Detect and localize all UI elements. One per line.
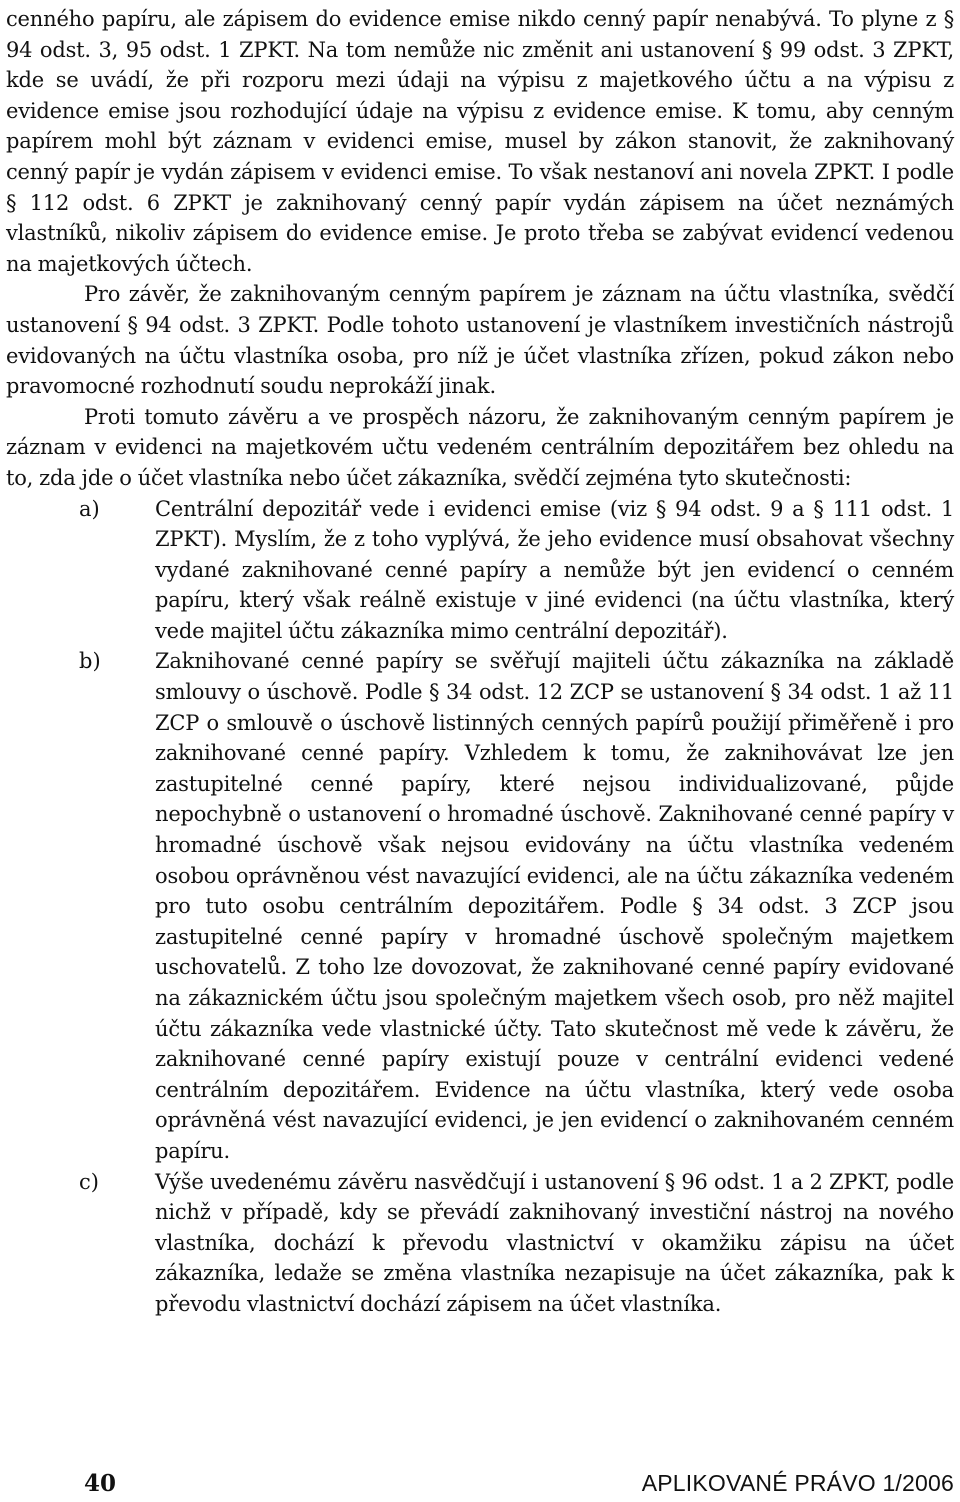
list-marker: c): [79, 1169, 99, 1194]
enumerated-list: [6, 494, 954, 1320]
paragraph-3: Proti tomuto závěru a ve prospěch názoru, že zaknihovaným cenným papírem je záznam v evidenci na majetkovém učtu vedeném centrálním depozitářem bez ohledu na to, zda jde o účet vlastníka nebo účet zákazníka, svědčí zejména tyto skutečnosti:: [6, 404, 954, 490]
list-item-text: Zaknihované cenné papíry se svěřují majiteli účtu zákazníka na základě smlouvy o úschově. Podle § 34 odst. 12 ZCP se ustanovení § 34 odst. 1 až 11 ZCP o smlouvě o úschově listinných cenných papírů použijí přiměřeně i pro zaknihované cenné papíry. Vzhledem k tomu, že zaknihovávat lze jen zastupitelné cenné papíry, které nejsou individualizované, půjde nepochybně o ustanovení o hromadné úschově. Zaknihované cenné papíry v hromadné úschově však nejsou evidovány na účtu vlastníka vedeném osobou oprávněnou vést navazující evidenci, ale na účtu zákazníka vedeném pro tuto osobu centrálním depozitářem. Podle § 34 odst. 3 ZCP jsou zastupitelné cenné papíry v hromadné úschově společným majetkem uschovatelů. Z toho lze dovozovat, že zaknihované cenné papíry evidované na zákaznickém účtu jsou společným majetkem všech osob, pro něž majitel účtu zákazníka vede vlastnické účty. Tato skutečnost mě vede k závěru, že zaknihované cenné papíry existují pouze v centrální evidenci vedené centrálním depozitářem. Evidence na účtu vlastníka, který vede osoba oprávněná vést navazující evidenci, je jen evidencí o zaknihovaném cenném papíru.: [155, 649, 954, 1163]
list-item-a: [6, 494, 954, 647]
list-item-text: Centrální depozitář vede i evidenci emise (viz § 94 odst. 9 a § 111 odst. 1 ZPKT). Myslím, že z toho vyplývá, že jeho evidence musí obsahovat všechny vydané zaknihované cenné papíry a nemůže být jen evidencí o cenném papíru, který však reálně existuje v jiné evidenci (na účtu vlastníka, který vede majitel účtu zákazníka mimo centrální depozitář).: [155, 496, 954, 643]
page-number: 40: [84, 1470, 117, 1497]
journal-name: APLIKOVANÉ PRÁVO 1/2006: [641, 1470, 954, 1496]
list-marker: b): [79, 649, 101, 674]
page-footer: [84, 1470, 954, 1497]
document-page: [6, 4, 954, 1320]
list-item-c: [6, 1167, 954, 1320]
list-marker: a): [79, 496, 100, 521]
list-item-text: Výše uvedenému závěru nasvědčují i ustanovení § 96 odst. 1 a 2 ZPKT, podle nichž v případě, kdy se převádí zaknihovaný investiční nástroj na nového vlastníka, dochází k převodu vlastnictví v okamžiku zápisu na účet zákazníka, ledaže se změna vlastníka nezapisuje na účet zákazníka, pak k převodu vlastnictví dochází zápisem na účet vlastníka.: [155, 1169, 954, 1316]
paragraph-2: Pro závěr, že zaknihovaným cenným papírem je záznam na účtu vlastníka, svědčí ustanovení § 94 odst. 3 ZPKT. Podle tohoto ustanovení je vlastníkem investičních nástrojů evidovaných na účtu vlastníka osoba, pro níž je účet vlastníka zřízen, pokud zákon nebo pravomocné rozhodnutí soudu neprokáží jinak.: [6, 282, 954, 399]
list-item-b: [6, 646, 954, 1166]
paragraph-1: cenného papíru, ale zápisem do evidence emise nikdo cenný papír nenabývá. To plyne z § 94 odst. 3, 95 odst. 1 ZPKT. Na tom nemůže nic změnit ani ustanovení § 99 odst. 3 ZPKT, kde se uvádí, že při rozporu mezi údaji na výpisu z majetkového účtu a na výpisu z evidence emise jsou rozhodující údaje na výpisu z evidence emise. K tomu, aby cenným papírem mohl být záznam v evidenci emise, musel by zákon stanovit, že zaknihovaný cenný papír je vydán zápisem v evidenci emise. To však nestanoví ani novela ZPKT. I podle § 112 odst. 6 ZPKT je zaknihovaný cenný papír vydán zápisem na účet neznámých vlastníků, nikoliv zápisem do evidence emise. Je proto třeba se zabývat evidencí vedenou na majetkových účtech.: [6, 7, 954, 276]
